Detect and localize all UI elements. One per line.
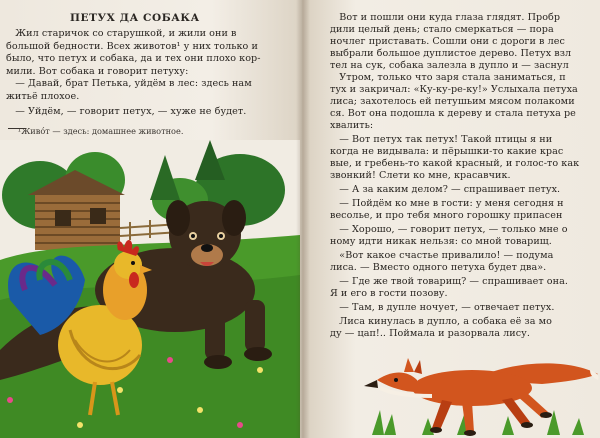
right-text-line: весолье, и про тебя много горошку припасен bbox=[330, 210, 563, 221]
right-text-line: — А за каким делом? — спрашивает петух. bbox=[330, 184, 561, 195]
dog-rooster-illustration bbox=[0, 140, 300, 438]
right-text-line: ному идти никак нельзя: со мной товарищ. bbox=[330, 236, 552, 247]
right-page bbox=[302, 0, 600, 438]
left-text-line: — Уйдём, — говорит петух, — хуже не будет. bbox=[6, 106, 247, 117]
right-text-line: Я и его в гости позову. bbox=[330, 288, 448, 299]
right-text-line: звонкий! Слети ко мне, красавчик. bbox=[330, 170, 511, 181]
right-text-line: когда не видывала: и пёрышки-то какие крас bbox=[330, 146, 564, 157]
right-text-line: — Пойдём ко мне в гости: у меня сегодня н bbox=[330, 198, 564, 209]
right-text-line: дили целый день; стало смеркаться — пора bbox=[330, 24, 554, 35]
left-text-line: было, что петух и собака, да и тех они плохо кор- bbox=[6, 53, 261, 64]
left-text-line: — Давай, брат Петька, уйдём в лес: здесь нам bbox=[6, 78, 252, 89]
right-text-line: — Там, в дупле ночует, — отвечает петух. bbox=[330, 302, 555, 313]
book-gutter bbox=[296, 0, 310, 438]
right-text-line: хвалить: bbox=[330, 120, 374, 131]
right-text-line: — Хорошо, — говорит петух, — только мне о bbox=[330, 224, 568, 235]
right-text-line: ночлег приставать. Сошли они с дороги в лес bbox=[330, 36, 565, 47]
left-text-line: житьё плохое. bbox=[6, 90, 80, 102]
right-text-line: лиса. — Вместо одного петуха будет два». bbox=[330, 262, 547, 273]
right-text-line: «Вот какое счастье привалило! — подума bbox=[330, 250, 554, 261]
right-text-line: — Вот петух так петух! Такой птицы я ни bbox=[330, 134, 553, 145]
fox-illustration bbox=[362, 340, 600, 438]
right-text-line: Утром, только что заря стала заниматься, п bbox=[330, 72, 566, 83]
right-text-line: ду — цап!.. Поймала и разорвала лису. bbox=[330, 328, 530, 339]
right-text-line: лиса; захотелось ей петушьим мясом полакоми bbox=[330, 96, 575, 107]
page-title: ПЕТУХ ДА СОБАКА bbox=[70, 12, 200, 24]
left-text-line: мили. Вот собака и говорит петуху: bbox=[6, 65, 189, 77]
fox bbox=[364, 358, 599, 436]
left-text-line: большой бедности. Всех животов¹ у них только и bbox=[6, 40, 258, 52]
right-text-line: тух и закричал: «Ку-ку-ре-ку!» Услыхала петуха bbox=[330, 84, 578, 95]
right-text-line: выбрали большое дуплистое дерево. Петух взл bbox=[330, 48, 572, 59]
left-text-line: Жил старичок со старушкой, и жили они в bbox=[6, 28, 237, 39]
right-text-line: Лиса кинулась в дупло, а собака её за мо bbox=[330, 316, 552, 327]
footnote: ¹Живóт — здесь: домашнее животное. bbox=[10, 126, 184, 136]
right-text-line: ся. Вот она подошла к дереву и стала петуха ре bbox=[330, 108, 576, 119]
right-text-line: Вот и пошли они куда глаза глядят. Пробр bbox=[330, 12, 561, 23]
grass-tufts bbox=[372, 410, 584, 435]
right-text-line: — Где же твой товарищ? — спрашивает она. bbox=[330, 276, 568, 287]
right-text-line: тел на сук, собака залезла в дупло и — заснул bbox=[330, 60, 569, 71]
right-text-line: вые, и гребень-то какой красный, и голос-то как bbox=[330, 158, 580, 169]
